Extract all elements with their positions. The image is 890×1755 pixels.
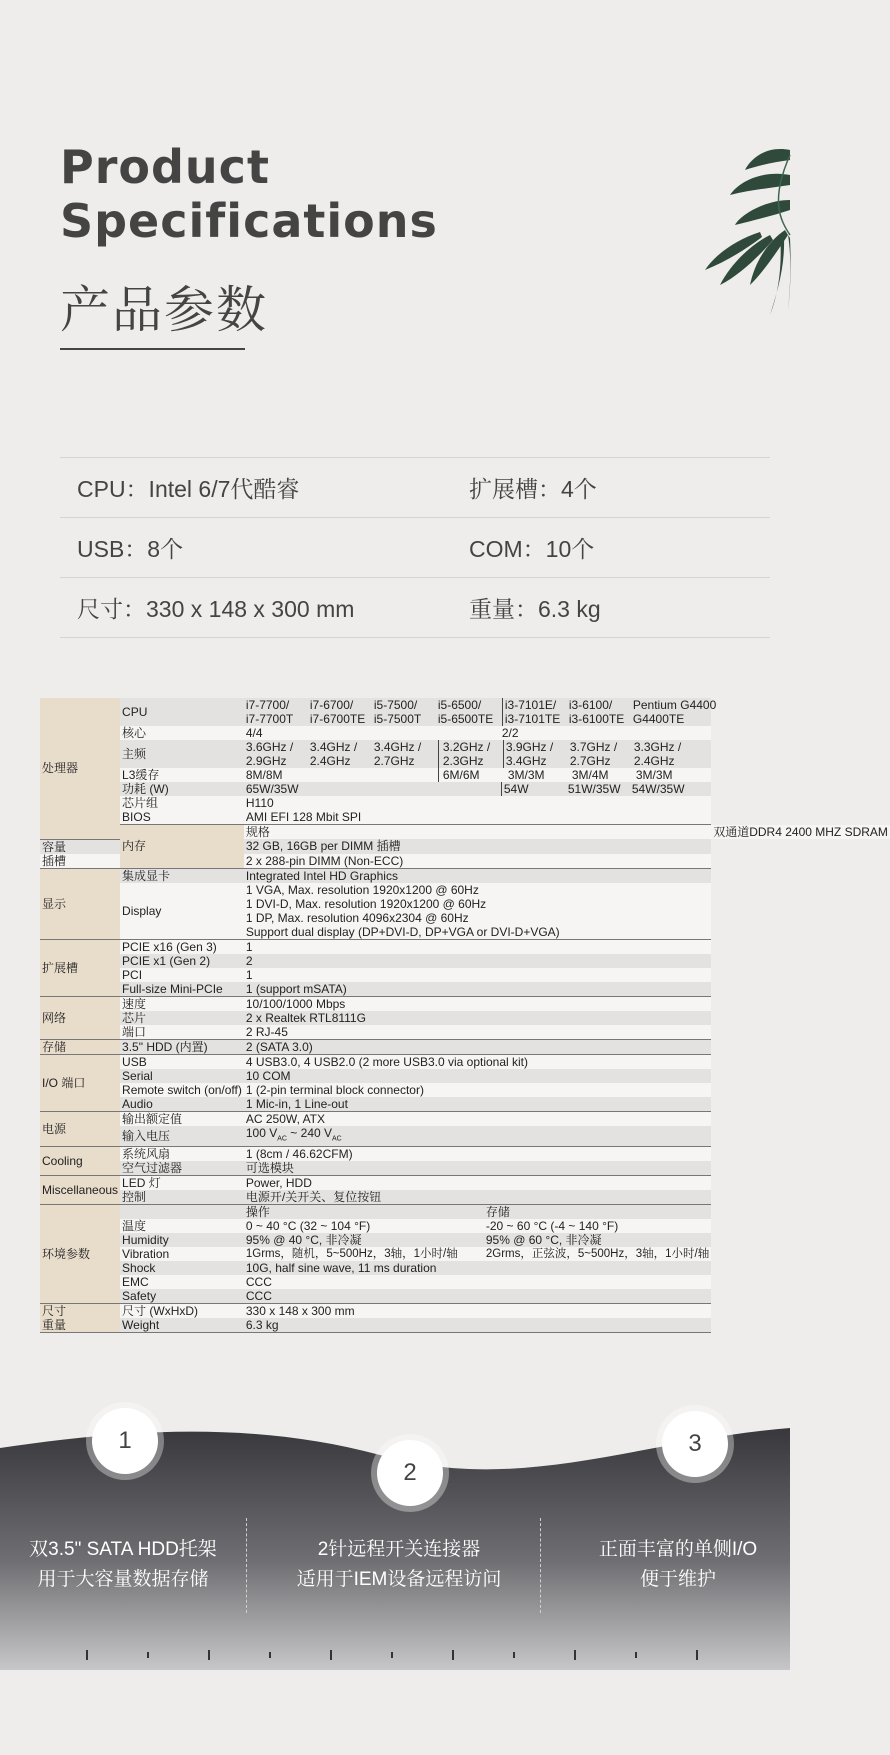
summary-row [60, 458, 770, 518]
minipcie-value: 1 (support mSATA) [244, 982, 711, 997]
table-row [40, 1025, 890, 1040]
table-row [40, 810, 890, 825]
tick [574, 1650, 576, 1660]
cpu-models [244, 698, 717, 726]
bios-value: AMI EFI 128 Mbit SPI [244, 810, 711, 825]
summary-slots: 扩展槽：4个 [469, 476, 597, 502]
pcie1-value: 2 [244, 954, 711, 968]
table-row [40, 982, 890, 997]
category-processor: 处理器 [40, 698, 120, 839]
display-values [244, 883, 711, 940]
memory-slot: 2 x 288-pin DIMM (Non-ECC) [244, 854, 711, 869]
row-label: USB [120, 1054, 244, 1069]
cell: G4400TE [632, 712, 685, 726]
row-label: CPU [120, 698, 244, 726]
category-display: 显示 [40, 868, 120, 939]
tick [330, 1650, 332, 1660]
table-row [40, 1261, 890, 1275]
row-label: 芯片组 [120, 796, 244, 810]
table-row [40, 1289, 890, 1304]
cell: AC [332, 1134, 342, 1142]
page-title [60, 140, 438, 248]
row-label: Full-size Mini-PCIe [120, 982, 244, 997]
input-voltage [244, 1126, 711, 1147]
summary-usb: USB：8个 [77, 536, 184, 562]
row-label: 尺寸 (WxHxD) [120, 1303, 244, 1318]
title-line-2: Specifications [60, 194, 438, 248]
summary-com: COM：10个 [469, 536, 595, 562]
led-value: Power, HDD [244, 1175, 711, 1190]
table-row [40, 740, 890, 768]
cell: i7-7700/ [245, 698, 290, 712]
cell: i5-6500/ [438, 698, 503, 712]
cell: 3.9GHz / [505, 740, 554, 754]
table-row [40, 883, 890, 940]
display-line: Support dual display (DP+DVI-D, DP+VGA or DVI-D+VGA) [245, 924, 560, 939]
cell: 3M/3M [635, 768, 673, 782]
cell: 2.4GHz [633, 754, 675, 768]
table-row [40, 1097, 890, 1112]
cell: 2.7GHz [569, 754, 611, 768]
row-label: Serial [120, 1069, 244, 1083]
row-label: 输入电压 [120, 1126, 244, 1147]
cell: 3.7GHz / [569, 740, 618, 754]
filter-value: 可选模块 [244, 1161, 711, 1176]
cell: 操作 [245, 1204, 270, 1219]
cell: i7-7700T [245, 712, 294, 726]
row-label: 3.5" HDD (内置) [120, 1039, 244, 1054]
spec-table [40, 698, 890, 1333]
summary-row [60, 578, 770, 638]
cell: 1Grms，随机，5~500Hz，3轴，1小时/轴 [245, 1247, 458, 1260]
table-row [40, 1069, 890, 1083]
cell: -20 ~ 60 °C (-4 ~ 140 °F) [485, 1218, 619, 1233]
feature-1 [0, 1535, 246, 1595]
row-label: 插槽 [40, 854, 120, 869]
table-row [40, 1175, 890, 1190]
table-row [40, 939, 890, 954]
cell: i3-6100/ [568, 698, 613, 712]
vibration-values [244, 1247, 711, 1261]
row-label: EMC [120, 1275, 244, 1289]
cell: 2.3GHz [439, 754, 504, 768]
row-label: 功耗 (W) [120, 782, 244, 796]
cpu-models-line-1 [245, 698, 717, 712]
table-row [40, 1204, 890, 1219]
cell: 3M/3M [507, 768, 545, 782]
cell: 3M/4M [571, 768, 609, 782]
row-label: 速度 [120, 996, 244, 1011]
remote-value: 1 (2-pin terminal block connector) [244, 1083, 711, 1097]
feature-1-line-2: 用于大容量数据存储 [37, 1569, 209, 1590]
row-label: 容量 [40, 839, 120, 854]
tick [147, 1652, 149, 1658]
cell: 3.3GHz / [633, 740, 682, 754]
row-label: Remote switch (on/off) [122, 1082, 242, 1097]
feature-2-line-2: 适用于IEM设备远程访问 [296, 1569, 502, 1590]
footer-ticks [86, 1648, 706, 1662]
cell: 2.4GHz [309, 754, 351, 768]
category-dimension: 尺寸 [40, 1303, 120, 1318]
table-row [40, 698, 890, 726]
title-underline [60, 348, 245, 350]
cell: i5-6500TE [438, 712, 503, 726]
tick [391, 1652, 393, 1658]
tick [696, 1650, 698, 1660]
table-row [40, 782, 890, 796]
category-misc: Miscellaneous [40, 1175, 120, 1204]
table-row [40, 1275, 890, 1289]
cell: 3.4GHz [505, 754, 547, 768]
safety-value: CCC [244, 1289, 711, 1304]
control-value: 电源开/关开关、复位按钮 [244, 1190, 711, 1205]
net-chip: 2 x Realtek RTL8111G [244, 1011, 711, 1025]
freq-line-2 [246, 754, 709, 768]
tick [635, 1652, 637, 1658]
row-label [120, 1204, 244, 1219]
cell: i3-7101TE [504, 712, 561, 726]
cell: 8M/8M [246, 768, 439, 782]
feature-divider [540, 1518, 542, 1613]
row-label: LED 灯 [120, 1175, 244, 1190]
feature-2 [276, 1535, 522, 1595]
feature-3 [555, 1535, 801, 1595]
row-label: PCIE x16 (Gen 3) [120, 939, 244, 954]
table-row [40, 1111, 890, 1126]
table-row [40, 1054, 890, 1069]
row-label: Weight [120, 1318, 244, 1333]
cell: i5-7500/ [373, 698, 418, 712]
row-label: 输出额定值 [120, 1111, 244, 1126]
row-label: 系统风扇 [120, 1146, 244, 1161]
feature-divider [246, 1518, 248, 1613]
row-label: 主频 [120, 740, 244, 768]
page-title-cn: 产品参数 [60, 281, 268, 339]
table-row [40, 1219, 890, 1233]
cell: 54W/35W [631, 782, 685, 796]
cpu-models-line-2 [246, 712, 709, 726]
row-label: Humidity [120, 1233, 244, 1247]
category-environment: 环境参数 [40, 1204, 120, 1303]
table-row [40, 1039, 890, 1054]
cell: 100 V [245, 1125, 278, 1140]
feature-number-1: 1 [92, 1408, 158, 1474]
table-row [40, 768, 890, 782]
row-label: 芯片 [120, 1011, 244, 1025]
env-header [244, 1204, 711, 1219]
row-label: Display [120, 883, 244, 940]
cell: i7-6700/ [309, 698, 354, 712]
power-values [244, 782, 711, 796]
table-row [40, 868, 890, 883]
summary-row [60, 518, 770, 578]
cell: i5-7500T [373, 712, 422, 726]
table-row [40, 1247, 890, 1261]
cell: 54W [503, 782, 529, 796]
table-row [40, 1083, 890, 1097]
hdd-value: 2 (SATA 3.0) [244, 1039, 711, 1054]
summary-weight: 重量：6.3 kg [469, 596, 601, 622]
humidity-values [244, 1233, 711, 1247]
emc-value: CCC [244, 1275, 711, 1289]
cell: i3-7101E/ [504, 698, 557, 712]
table-row [40, 968, 890, 982]
cell: 95% @ 40 °C, 非冷凝 [245, 1232, 362, 1247]
category-power-supply: 电源 [40, 1111, 120, 1146]
table-row [40, 796, 890, 810]
tick [86, 1650, 88, 1660]
temp-values [244, 1219, 711, 1233]
table-row [40, 1190, 890, 1205]
summary-cpu: CPU：Intel 6/7代酷睿 [77, 476, 300, 502]
feature-3-line-2: 便于维护 [639, 1569, 716, 1590]
summary-size: 尺寸：330 x 148 x 300 mm [77, 596, 355, 622]
cell: 3.2GHz / [439, 740, 504, 754]
cell: 65W/35W [246, 782, 502, 796]
row-label: BIOS [120, 810, 244, 825]
l3-values [244, 768, 711, 782]
cell: 2Grms，正弦波，5~500Hz，3轴，1小时/轴 [485, 1247, 710, 1260]
row-label: Safety [120, 1289, 244, 1304]
row-label: 温度 [120, 1219, 244, 1233]
category-expansion: 扩展槽 [40, 939, 120, 996]
pci-value: 1 [244, 968, 711, 982]
row-label: Audio [120, 1097, 244, 1112]
row-label: 控制 [120, 1190, 244, 1205]
cell: ~ 240 V [286, 1125, 333, 1140]
row-label: 核心 [120, 726, 244, 740]
display-line: 1 DP, Max. resolution 4096x2304 @ 60Hz [245, 910, 469, 925]
table-row [40, 954, 890, 968]
row-label: L3缓存 [120, 768, 244, 782]
row-label: Vibration [120, 1247, 244, 1261]
cell: 6M/6M [442, 768, 480, 782]
cell: 2/2 [501, 726, 519, 740]
cores-values [244, 726, 711, 740]
tick [452, 1650, 454, 1660]
cell: 2.7GHz [374, 754, 439, 768]
igpu-value: Integrated Intel HD Graphics [244, 868, 711, 883]
spec-summary [60, 457, 770, 638]
cell: 4/4 [245, 726, 263, 740]
category-memory: 内存 [120, 825, 244, 869]
memory-capacity: 32 GB, 16GB per DIMM 插槽 [244, 839, 711, 854]
table-row [40, 726, 890, 740]
memory-spec: 双通道DDR4 2400 MHZ SDRAM [713, 824, 888, 839]
category-weight: 重量 [40, 1318, 120, 1333]
row-label: Shock [120, 1261, 244, 1275]
feature-2-line-1: 2针远程开关连接器 [317, 1539, 481, 1560]
cell: 2.9GHz [245, 754, 287, 768]
net-port: 2 RJ-45 [244, 1025, 711, 1040]
dim-value: 330 x 148 x 300 mm [244, 1303, 711, 1318]
table-row [40, 1318, 890, 1333]
cell: i3-6100TE [568, 712, 625, 726]
cell: 3.6GHz / [245, 740, 294, 754]
table-row [40, 1303, 890, 1318]
feature-number-3: 3 [662, 1411, 728, 1477]
table-row [40, 1011, 890, 1025]
tick [208, 1650, 210, 1660]
audio-value: 1 Mic-in, 1 Line-out [244, 1097, 711, 1112]
feature-1-line-1: 双3.5" SATA HDD托架 [29, 1539, 217, 1560]
cell: 51W/35W [567, 782, 621, 796]
row-label: PCIE x1 (Gen 2) [120, 954, 244, 968]
table-row [40, 1161, 890, 1176]
cell: AC [277, 1134, 287, 1142]
pcie16-value: 1 [244, 939, 711, 954]
serial-value: 10 COM [244, 1069, 711, 1083]
feature-number-2: 2 [377, 1440, 443, 1506]
cpu-freq [244, 740, 711, 768]
table-row [40, 996, 890, 1011]
cell: Pentium G4400 [632, 698, 717, 712]
shock-value: 10G, half sine wave, 11 ms duration [244, 1261, 711, 1275]
cell: 0 ~ 40 °C (32 ~ 104 °F) [245, 1218, 371, 1233]
cell: 3.4GHz / [309, 740, 358, 754]
cell: i7-6700TE [309, 712, 366, 726]
palm-leaf-decoration [670, 140, 790, 350]
category-io: I/O 端口 [40, 1054, 120, 1111]
tick [513, 1652, 515, 1658]
cell: 3.4GHz / [374, 740, 439, 754]
row-label: PCI [120, 968, 244, 982]
chipset-value: H110 [244, 796, 711, 810]
rated-value: AC 250W, ATX [244, 1111, 711, 1126]
usb-value: 4 USB3.0, 4 USB2.0 (2 more USB3.0 via optional kit) [244, 1054, 711, 1069]
fan-value: 1 (8cm / 46.62CFM) [244, 1146, 711, 1161]
row-label: 端口 [120, 1025, 244, 1040]
category-network: 网络 [40, 996, 120, 1039]
table-row [40, 1146, 890, 1161]
title-line-1: Product [60, 140, 270, 194]
cell: 存储 [485, 1204, 510, 1219]
category-storage: 存储 [40, 1039, 120, 1054]
display-line: 1 DVI-D, Max. resolution 1920x1200 @ 60Hz [245, 896, 487, 911]
display-line: 1 VGA, Max. resolution 1920x1200 @ 60Hz [245, 882, 479, 897]
table-row [40, 825, 890, 840]
cell: 95% @ 60 °C, 非冷凝 [485, 1232, 602, 1247]
category-cooling: Cooling [40, 1146, 120, 1175]
row-label: 空气过滤器 [120, 1161, 244, 1176]
row-label: 规格 [244, 825, 711, 840]
row-label: 集成显卡 [120, 868, 244, 883]
weight-value: 6.3 kg [244, 1318, 711, 1333]
table-row [40, 1126, 890, 1147]
feature-3-line-1: 正面丰富的单侧I/O [598, 1539, 758, 1560]
freq-line-1 [246, 740, 709, 754]
net-speed: 10/100/1000 Mbps [244, 996, 711, 1011]
tick [269, 1652, 271, 1658]
table-row [40, 1233, 890, 1247]
